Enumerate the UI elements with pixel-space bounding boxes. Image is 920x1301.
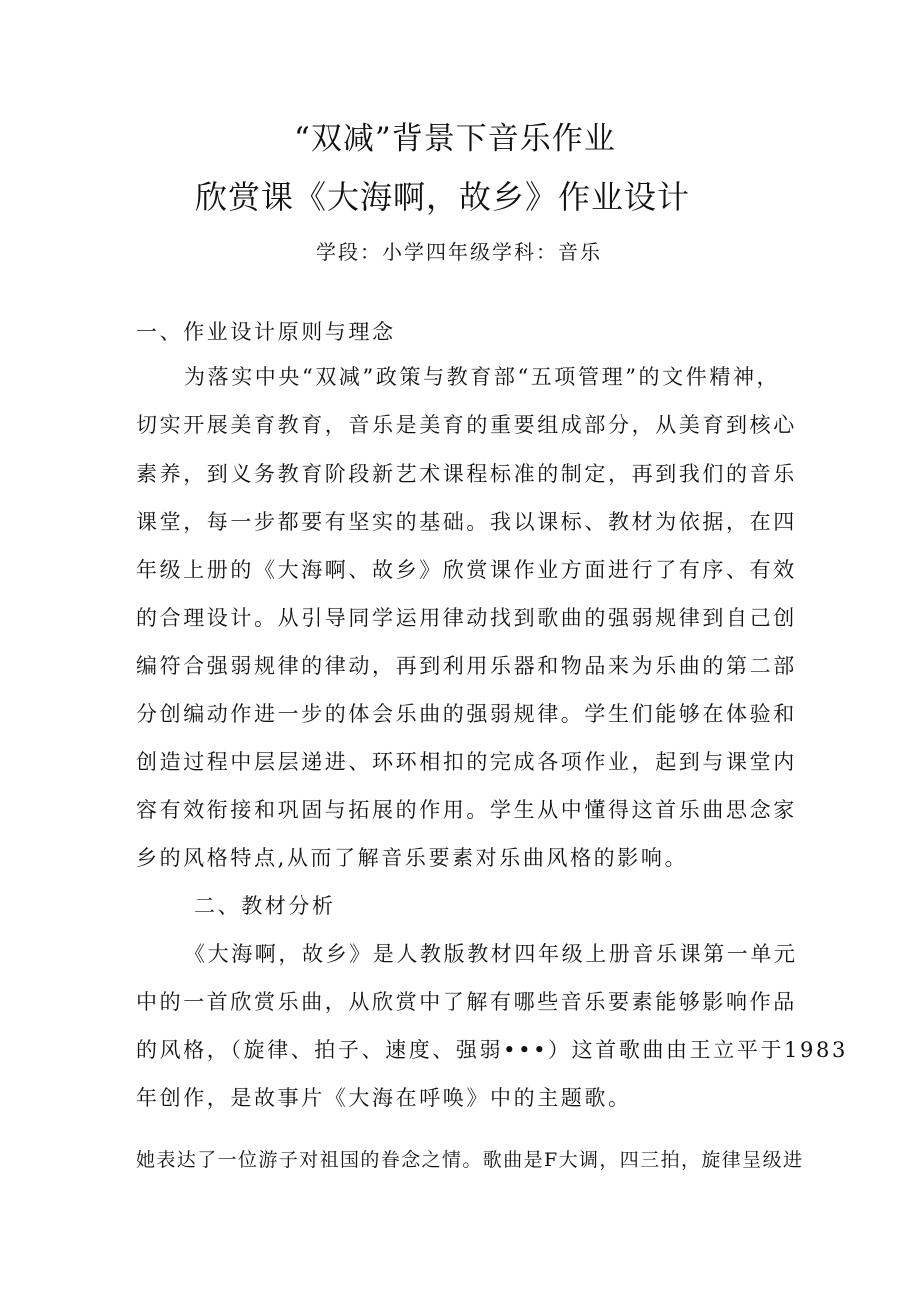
section1-line: 编符合强弱规律的律动，再到利用乐器和物品来为乐曲的第二部 xyxy=(136,654,797,678)
section1-line: 容有效衔接和巩固与拓展的作用。学生从中懂得这首乐曲思念家 xyxy=(136,798,797,822)
section1-line: 课堂，每一步都要有坚实的基础。我以课标、教材为依据，在四 xyxy=(136,510,797,534)
section1-line: 素养，到义务教育阶段新艺术课程标准的制定，再到我们的音乐 xyxy=(136,462,797,486)
grade-subject-meta: 学段：小学四年级学科：音乐 xyxy=(316,240,602,264)
section2-line: 《大海啊，故乡》是人教版教材四年级上册音乐课第一单元 xyxy=(184,942,798,966)
continued-paragraph-line: 她表达了一位游子对祖国的眷念之情。歌曲是F大调，四三拍，旋律呈级进 xyxy=(136,1149,804,1171)
title-line-1: “双减”背景下音乐作业 xyxy=(294,121,616,157)
section2-line: 年创作，是故事片《大海在呼唤》中的主题歌。 xyxy=(136,1086,632,1110)
section1-line: 创造过程中层层递进、环环相扣的完成各项作业，起到与课堂内 xyxy=(136,750,797,774)
section2-line: 中的一首欣赏乐曲，从欣赏中了解有哪些音乐要素能够影响作品 xyxy=(136,990,797,1014)
section1-heading: 一、作业设计原则与理念 xyxy=(136,320,396,344)
section1-line: 切实开展美育教育，音乐是美育的重要组成部分，从美育到核心 xyxy=(136,413,797,437)
section2-line: 的风格，（旋律、拍子、速度、强弱•••）这首歌曲由王立平于1983 xyxy=(136,1038,848,1062)
title-line-2: 欣赏课《大海啊，故乡》作业设计 xyxy=(195,178,691,216)
section1-line: 的合理设计。从引导同学运用律动找到歌曲的强弱规律到自己创 xyxy=(136,606,797,630)
section1-line: 乡的风格特点,从而了解音乐要素对乐曲风格的影响。 xyxy=(136,846,689,870)
section1-line: 为落实中央“双减”政策与教育部“五项管理”的文件精神， xyxy=(184,365,781,389)
section2-heading: 二、教材分析 xyxy=(194,894,336,918)
section1-line: 年级上册的《大海啊、故乡》欣赏课作业方面进行了有序、有效 xyxy=(136,558,797,582)
section1-line: 分创编动作进一步的体会乐曲的强弱规律。学生们能够在体验和 xyxy=(136,702,797,726)
